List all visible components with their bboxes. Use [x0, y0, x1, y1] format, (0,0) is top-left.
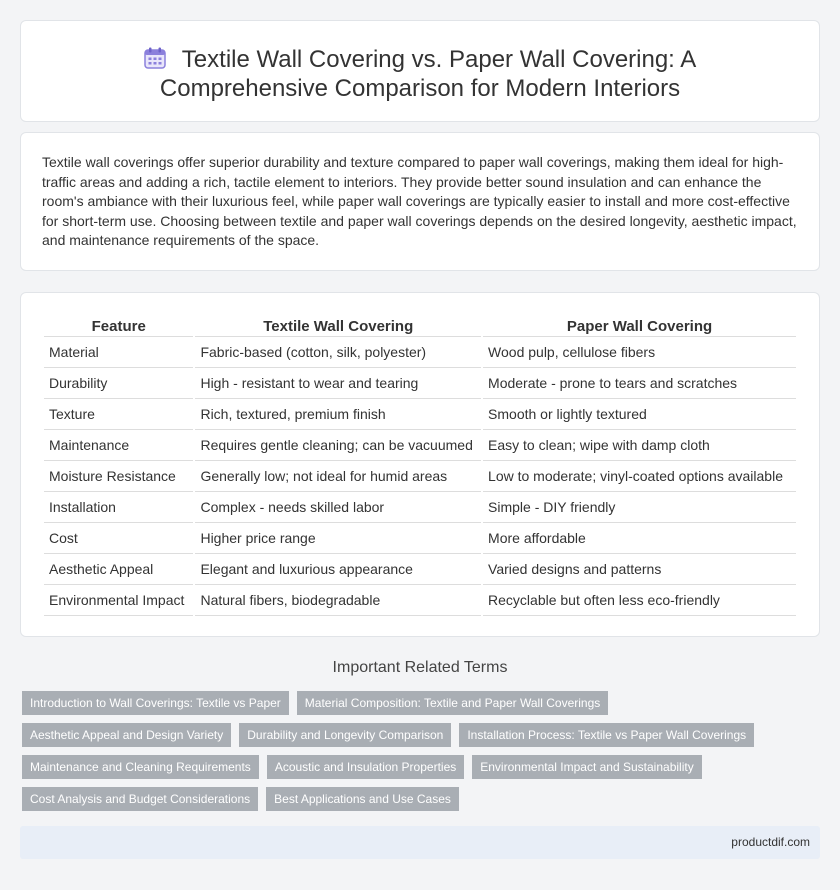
- table-row: [44, 585, 796, 616]
- related-term-tag[interactable]: Introduction to Wall Coverings: Textile vs Paper: [22, 691, 289, 715]
- feature-cell: Aesthetic Appeal: [44, 554, 193, 585]
- feature-cell: Environmental Impact: [44, 585, 193, 616]
- paper-cell: Low to moderate; vinyl-coated options available: [483, 461, 796, 492]
- textile-cell: Fabric-based (cotton, silk, polyester): [195, 337, 481, 368]
- textile-cell: Rich, textured, premium finish: [195, 399, 481, 430]
- paper-cell: Moderate - prone to tears and scratches: [483, 368, 796, 399]
- related-term-tag[interactable]: Aesthetic Appeal and Design Variety: [22, 723, 231, 747]
- related-terms-list: [22, 691, 822, 819]
- related-term-tag[interactable]: Cost Analysis and Budget Considerations: [22, 787, 258, 811]
- related-terms-row: [22, 723, 822, 747]
- feature-cell: Moisture Resistance: [44, 461, 193, 492]
- paper-cell: Simple - DIY friendly: [483, 492, 796, 523]
- textile-cell: Higher price range: [195, 523, 481, 554]
- header-textile: Textile Wall Covering: [195, 315, 481, 337]
- comparison-table: [42, 315, 798, 616]
- table-row: [44, 399, 796, 430]
- feature-cell: Maintenance: [44, 430, 193, 461]
- footer-site-link[interactable]: productdif.com: [731, 835, 810, 849]
- header-card: [20, 20, 820, 122]
- table-row: [44, 492, 796, 523]
- footer: [20, 826, 820, 859]
- comparison-table-card: [20, 292, 820, 637]
- feature-cell: Installation: [44, 492, 193, 523]
- table-row: [44, 554, 796, 585]
- textile-cell: Natural fibers, biodegradable: [195, 585, 481, 616]
- related-term-tag[interactable]: Installation Process: Textile vs Paper Wall Coverings: [459, 723, 754, 747]
- intro-text: Textile wall coverings offer superior durability and texture compared to paper wall coverings, making them ideal for high-traffic areas and adding a rich, tactile element to interiors. They provide better sound insulation and can enhance the room's ambiance with their luxurious feel, while paper wall coverings are typically easier to install and more cost-effective for short-term use. Choosing between textile and paper wall coverings depends on the desired longevity, aesthetic impact, and maintenance requirements of the space.: [42, 154, 797, 248]
- paper-cell: Smooth or lightly textured: [483, 399, 796, 430]
- related-term-tag[interactable]: Acoustic and Insulation Properties: [267, 755, 464, 779]
- textile-cell: Elegant and luxurious appearance: [195, 554, 481, 585]
- paper-cell: Easy to clean; wipe with damp cloth: [483, 430, 796, 461]
- textile-cell: High - resistant to wear and tearing: [195, 368, 481, 399]
- table-row: [44, 368, 796, 399]
- table-row: [44, 523, 796, 554]
- textile-cell: Generally low; not ideal for humid areas: [195, 461, 481, 492]
- related-terms-row: [22, 691, 822, 715]
- table-row: [44, 461, 796, 492]
- related-term-tag[interactable]: Maintenance and Cleaning Requirements: [22, 755, 259, 779]
- feature-cell: Texture: [44, 399, 193, 430]
- related-term-tag[interactable]: Material Composition: Textile and Paper Wall Coverings: [297, 691, 608, 715]
- feature-cell: Cost: [44, 523, 193, 554]
- table-header-row: [44, 315, 796, 337]
- table-row: [44, 337, 796, 368]
- textile-cell: Requires gentle cleaning; can be vacuumed: [195, 430, 481, 461]
- page-title: [61, 45, 779, 103]
- paper-cell: Wood pulp, cellulose fibers: [483, 337, 796, 368]
- page-title-text: Textile Wall Covering vs. Paper Wall Covering: A Comprehensive Comparison for Modern Interiors: [159, 46, 697, 102]
- related-terms-row: [22, 787, 822, 811]
- related-term-tag[interactable]: Environmental Impact and Sustainability: [472, 755, 701, 779]
- paper-cell: More affordable: [483, 523, 796, 554]
- feature-cell: Durability: [44, 368, 193, 399]
- table-row: [44, 430, 796, 461]
- feature-cell: Material: [44, 337, 193, 368]
- textile-cell: Complex - needs skilled labor: [195, 492, 481, 523]
- paper-cell: Recyclable but often less eco-friendly: [483, 585, 796, 616]
- header-feature: Feature: [44, 315, 193, 337]
- related-term-tag[interactable]: Best Applications and Use Cases: [266, 787, 459, 811]
- header-paper: Paper Wall Covering: [483, 315, 796, 337]
- related-terms-row: [22, 755, 822, 779]
- related-term-tag[interactable]: Durability and Longevity Comparison: [239, 723, 451, 747]
- intro-card: [20, 132, 820, 271]
- paper-cell: Varied designs and patterns: [483, 554, 796, 585]
- calendar-icon: [144, 47, 166, 69]
- related-terms-title: Important Related Terms: [332, 659, 508, 676]
